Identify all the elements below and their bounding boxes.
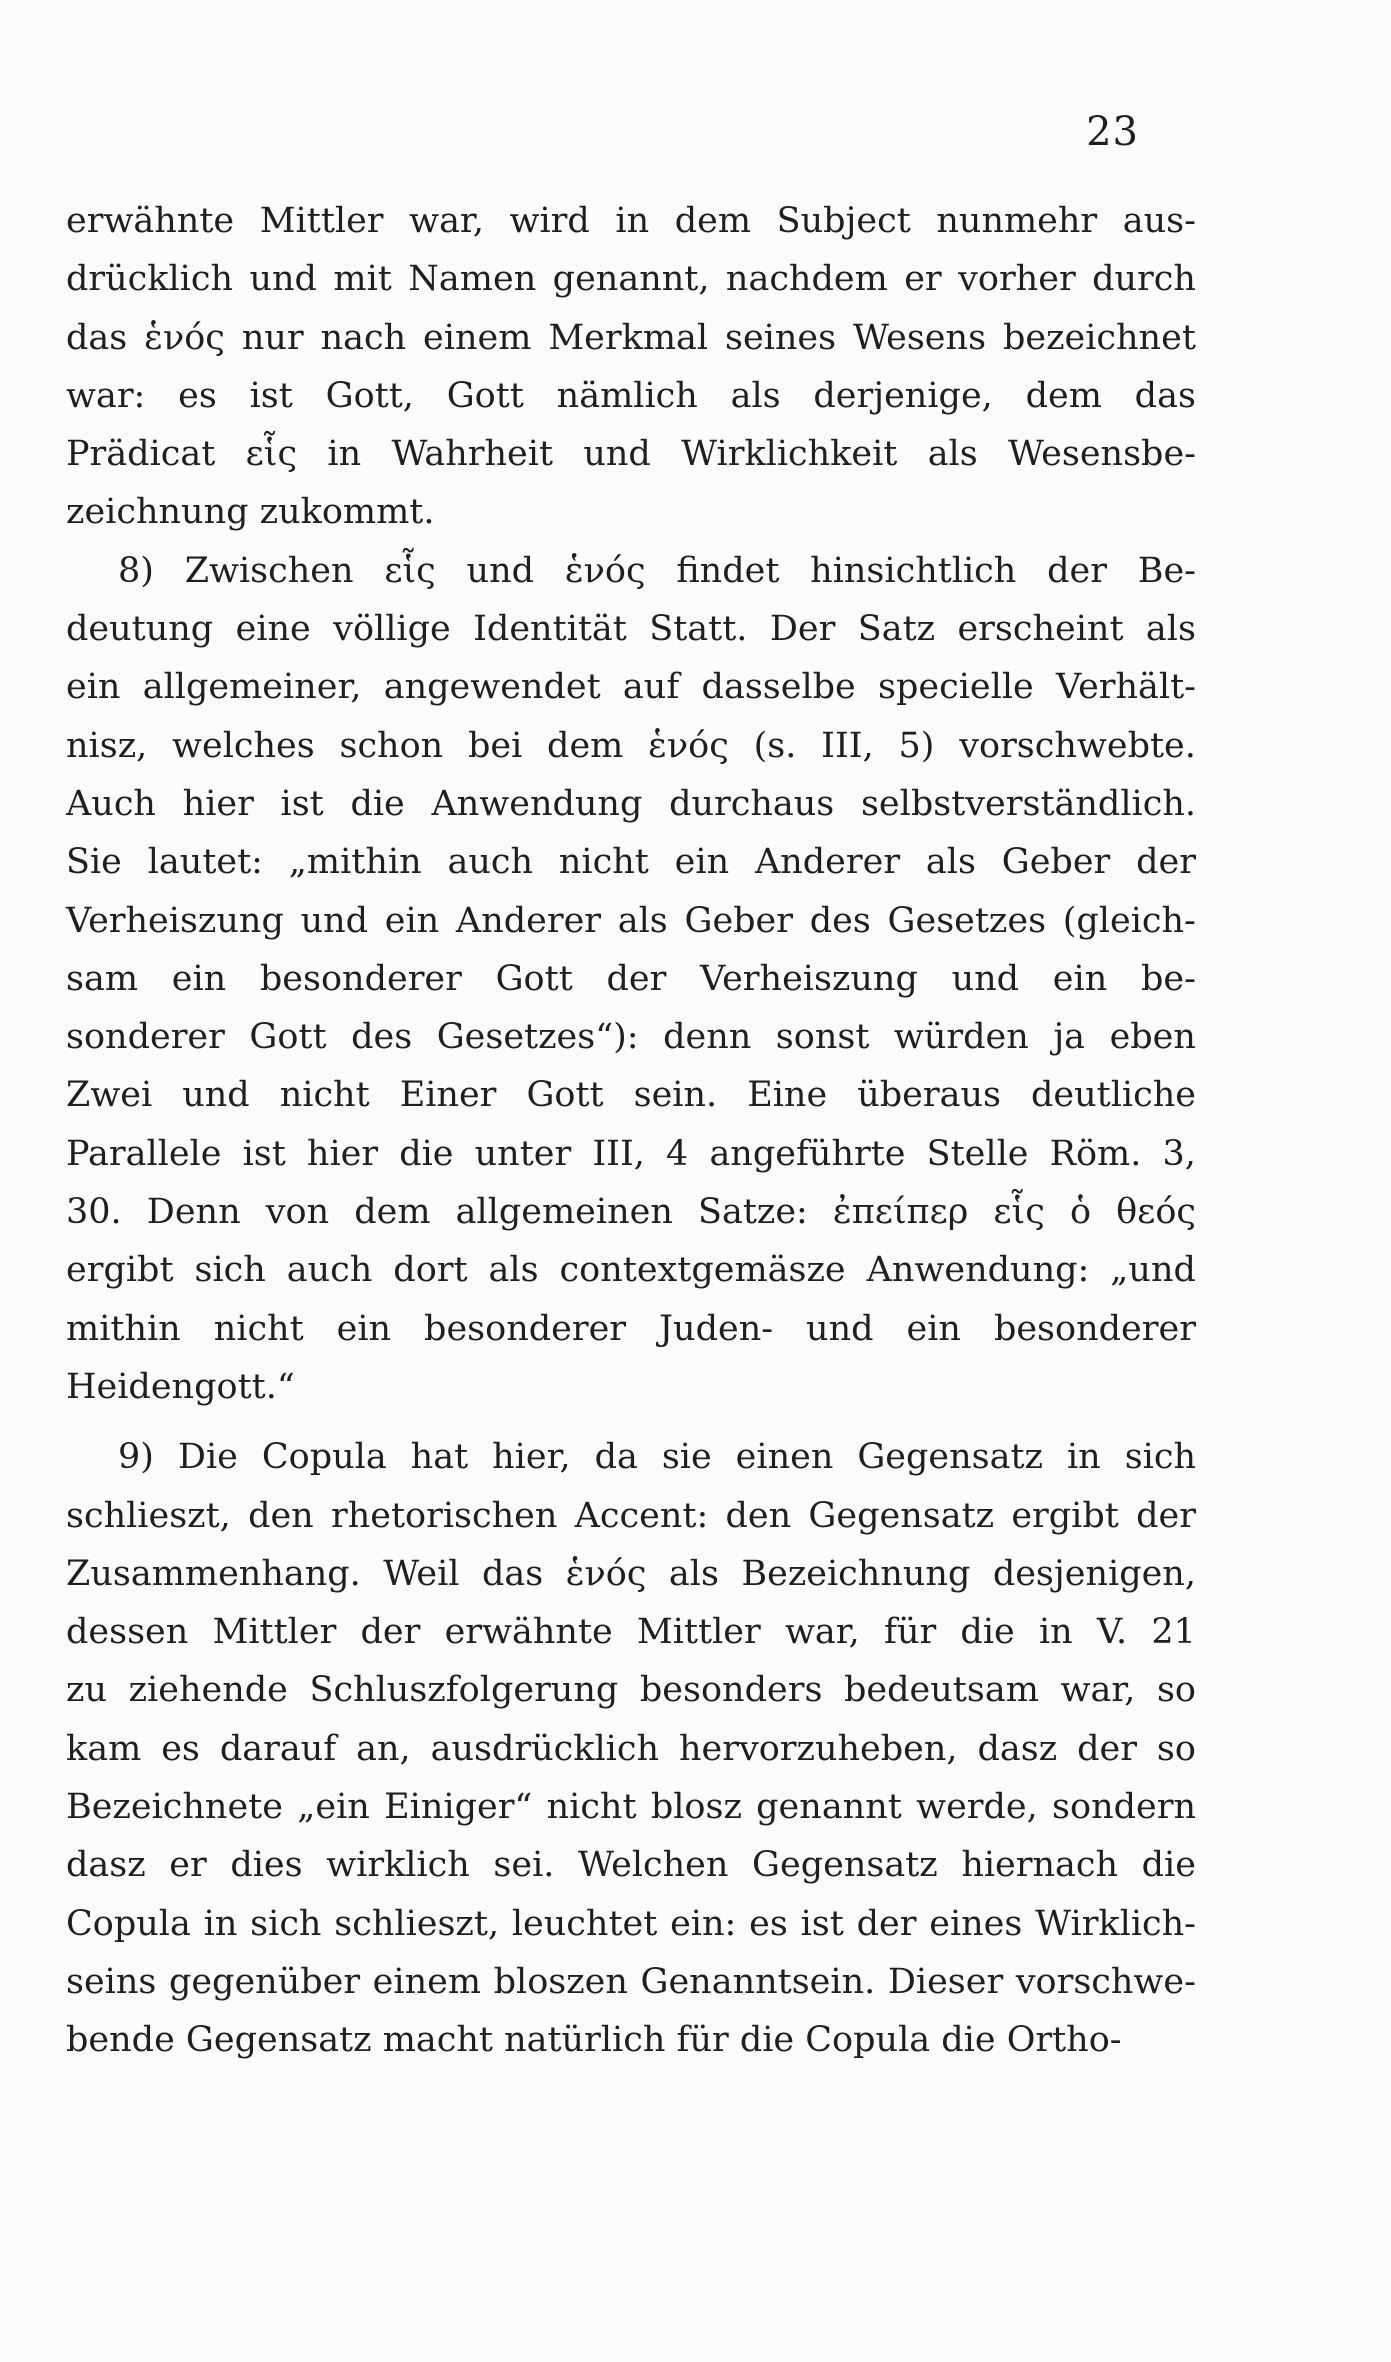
text-line: war: es ist Gott, Gott nämlich als derjenige, dem das bbox=[66, 375, 1196, 416]
text-line: Bezeichnete „ein Einiger“ nicht blosz genannt werde, sondern bbox=[66, 1787, 1196, 1828]
text-line: dasz er dies wirklich sei. Welchen Gegensatz hiernach die bbox=[66, 1845, 1196, 1886]
text-line: Sie lautet: „mithin auch nicht ein Anderer als Geber der bbox=[66, 842, 1196, 883]
text-line: Zwei und nicht Einer Gott sein. Eine überaus deutliche bbox=[66, 1075, 1196, 1116]
text-line: sam ein besonderer Gott der Verheiszung und ein be- bbox=[66, 958, 1196, 999]
text-line: mithin nicht ein besonderer Juden- und ein besonderer bbox=[66, 1308, 1196, 1349]
text-line: deutung eine völlige Identität Statt. Der Satz erscheint als bbox=[66, 609, 1196, 650]
text-line: ein allgemeiner, angewendet auf dasselbe specielle Verhält- bbox=[66, 667, 1196, 708]
text-line: Auch hier ist die Anwendung durchaus selbstverständlich. bbox=[66, 783, 1196, 824]
text-line: Prädicat εἷς in Wahrheit und Wirklichkeit als Wesensbe- bbox=[66, 434, 1196, 475]
text-line: kam es darauf an, ausdrücklich hervorzuheben, dasz der so bbox=[66, 1728, 1196, 1769]
text-line: nisz, welches schon bei dem ἑνός (s. III, 5) vorschwebte. bbox=[66, 725, 1196, 766]
text-line: zeichnung zukommt. bbox=[66, 492, 435, 533]
text-line: Copula in sich schlieszt, leuchtet ein: es ist der eines Wirklich- bbox=[66, 1903, 1196, 1944]
text-line: ergibt sich auch dort als contextgemäsze Anwendung: „und bbox=[66, 1250, 1196, 1291]
text-line: bende Gegensatz macht natürlich für die Copula die Ortho- bbox=[66, 2020, 1122, 2061]
text-line: schlieszt, den rhetorischen Accent: den Gegensatz ergibt der bbox=[66, 1495, 1196, 1536]
text-line: dessen Mittler der erwähnte Mittler war, für die in V. 21 bbox=[66, 1612, 1196, 1653]
text-line: zu ziehende Schluszfolgerung besonders bedeutsam war, so bbox=[66, 1670, 1196, 1711]
text-line: Zusammenhang. Weil das ἑνός als Bezeichnung desjenigen, bbox=[66, 1553, 1196, 1594]
text-line: Verheiszung und ein Anderer als Geber des Gesetzes (gleich- bbox=[66, 900, 1196, 941]
page-number: 23 bbox=[1086, 109, 1139, 155]
text-line: das ἑνός nur nach einem Merkmal seines Wesens bezeichnet bbox=[66, 317, 1196, 358]
text-line: seins gegenüber einem bloszen Genanntsein. Dieser vorschwe- bbox=[66, 1961, 1196, 2002]
text-line: sonderer Gott des Gesetzes“): denn sonst würden ja eben bbox=[66, 1017, 1196, 1058]
text-line: drücklich und mit Namen genannt, nachdem er vorher durch bbox=[66, 259, 1196, 300]
text-line: Heidengott.“ bbox=[66, 1366, 295, 1407]
body-text bbox=[66, 192, 1196, 2070]
text-line: Parallele ist hier die unter III, 4 angeführte Stelle Röm. 3, bbox=[66, 1133, 1196, 1174]
text-line: 8) Zwischen εἷς und ἑνός findet hinsichtlich der Be- bbox=[118, 550, 1196, 591]
text-line: 30. Denn von dem allgemeinen Satze: ἐπείπερ εἷς ὁ θεός bbox=[66, 1192, 1196, 1233]
text-line: 9) Die Copula hat hier, da sie einen Gegensatz in sich bbox=[118, 1437, 1196, 1478]
text-line: erwähnte Mittler war, wird in dem Subject nunmehr aus- bbox=[66, 201, 1196, 241]
